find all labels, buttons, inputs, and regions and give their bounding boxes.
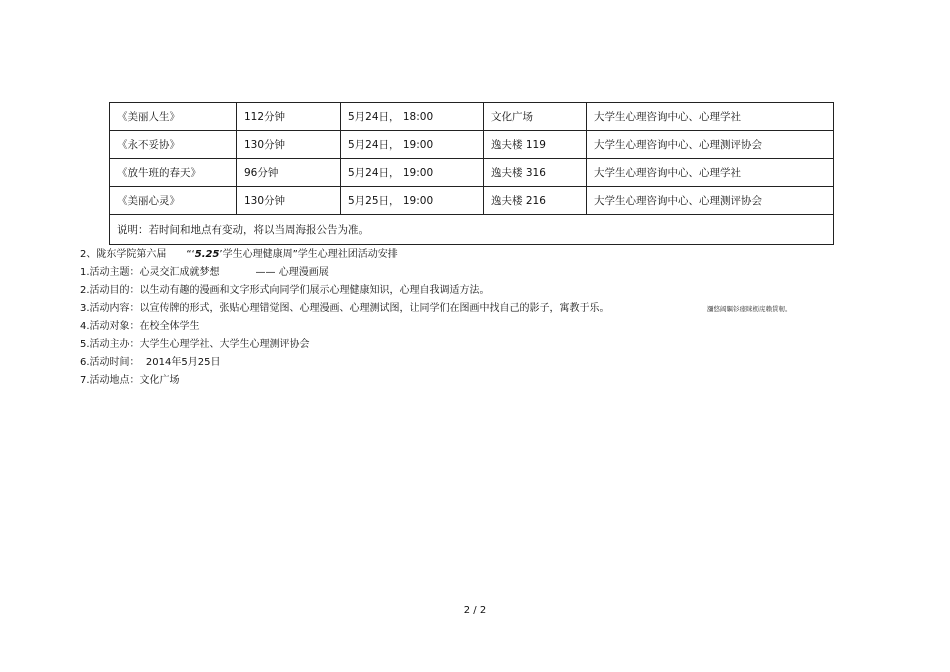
heading-quote-open: “‘ [186, 249, 195, 260]
table-row [110, 103, 834, 131]
table-cell-time: 5月24日， 18:00 [341, 103, 484, 131]
table-cell-title: 《放牛班的春天》 [110, 159, 237, 187]
activity-content: 3.活动内容：以宣传牌的形式，张贴心理错觉图、心理漫画、心理测试图，让同学们在图画中找自己的影子，寓教于乐。 [80, 303, 610, 314]
activity-content-line [80, 300, 792, 318]
time-value: 2014年5月25日 [145, 357, 221, 368]
time-label: 6.活动时间： [80, 357, 140, 368]
watermark-text: 瀰悠阔瞩钐瘗睐枥庑赖賃軔。 [707, 305, 792, 313]
table-cell-title: 《美丽心灵》 [110, 187, 237, 215]
theme-dash: —— [255, 267, 276, 278]
activity-plan-section [80, 246, 792, 390]
table-cell-title: 《美丽人生》 [110, 103, 237, 131]
table-cell-duration: 130分钟 [237, 131, 341, 159]
table-note-row [110, 215, 834, 245]
table-cell-organizer: 大学生心理咨询中心、心理学社 [587, 159, 834, 187]
activity-organizer: 5.活动主办：大学生心理学社、大学生心理测评协会 [80, 339, 310, 350]
activity-purpose: 2.活动目的：以生动有趣的漫画和文字形式向同学们展示心理健康知识，心理自我调适方法。 [80, 285, 490, 296]
heading-prefix: 2、陇东学院第六届 [80, 249, 167, 260]
table-cell-place: 逸夫楼 316 [484, 159, 587, 187]
table-cell-place: 逸夫楼 216 [484, 187, 587, 215]
table-cell-duration: 130分钟 [237, 187, 341, 215]
table-note: 说明：若时间和地点有变动，将以当周海报公告为准。 [110, 215, 834, 245]
section-heading [80, 246, 610, 264]
table-cell-place: 文化广场 [484, 103, 587, 131]
table-cell-duration: 112分钟 [237, 103, 341, 131]
table-row [110, 187, 834, 215]
table-row [110, 131, 834, 159]
table-cell-duration: 96分钟 [237, 159, 341, 187]
activity-place: 7.活动地点：文化广场 [80, 375, 180, 386]
table-cell-time: 5月25日， 19:00 [341, 187, 484, 215]
heading-middle: ’学生心理健康周 [219, 249, 293, 260]
activity-time [80, 354, 610, 372]
activity-target: 4.活动对象：在校全体学生 [80, 321, 200, 332]
theme-value: 心理漫画展 [278, 267, 329, 278]
activity-schedule-table [109, 102, 834, 245]
table-cell-time: 5月24日， 19:00 [341, 131, 484, 159]
heading-suffix: ”学生心理社团活动安排 [292, 249, 398, 260]
table-cell-organizer: 大学生心理咨询中心、心理测评协会 [587, 187, 834, 215]
table-cell-time: 5月24日， 19:00 [341, 159, 484, 187]
page-number: 2 / 2 [463, 605, 487, 616]
table-cell-place: 逸夫楼 119 [484, 131, 587, 159]
theme-label: 1.活动主题：心灵交汇成就梦想 [80, 267, 220, 278]
activity-theme [80, 264, 610, 282]
table-row [110, 159, 834, 187]
table-cell-title: 《永不妥协》 [110, 131, 237, 159]
table-cell-organizer: 大学生心理咨询中心、心理测评协会 [587, 131, 834, 159]
table-cell-organizer: 大学生心理咨询中心、心理学社 [587, 103, 834, 131]
heading-bold-date: 5.25 [194, 249, 220, 260]
